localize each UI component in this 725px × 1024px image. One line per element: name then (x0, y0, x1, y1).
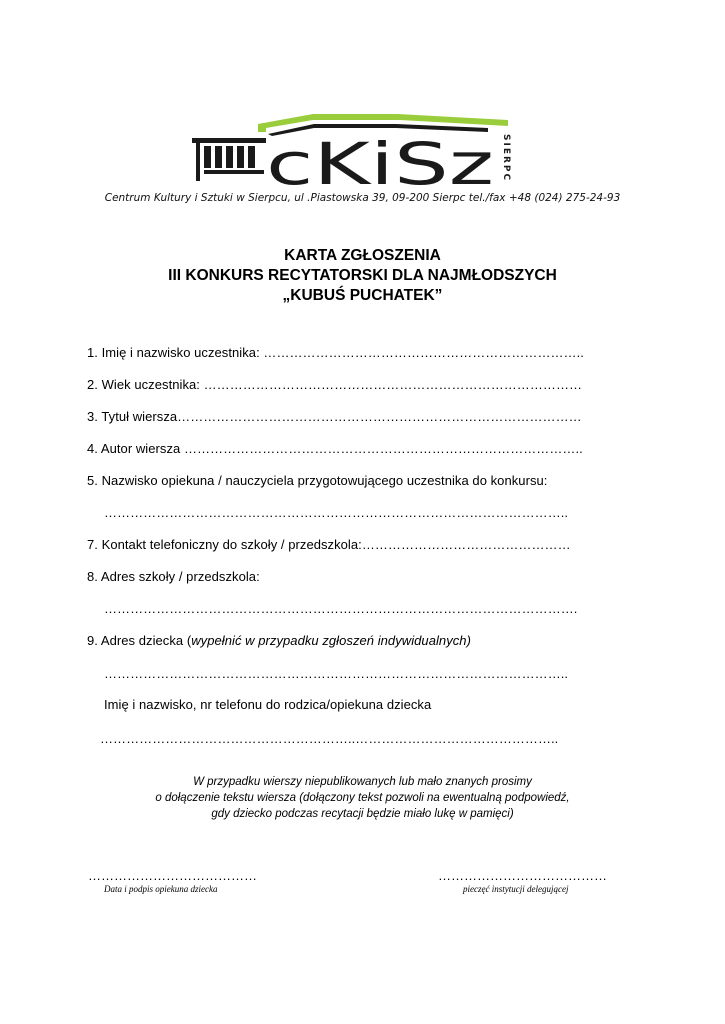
logo-wordmark: cKiSz (266, 130, 494, 192)
form-titles (0, 246, 725, 306)
logo-city: SIERPC (501, 134, 511, 183)
field-teacher-dots[interactable]: …………………………………………………………………………………………….. (104, 505, 569, 520)
title-line-3: „KUBUŚ PUCHATEK” (282, 287, 443, 304)
title-line-2: III KONKURS RECYTATORSKI DLA NAJMŁODSZYCH (168, 267, 557, 284)
signature-left-label: Data i podpis opiekuna dziecka (104, 884, 218, 894)
ckisz-logo (188, 112, 533, 192)
address-line: Centrum Kultury i Sztuki w Sierpcu, ul .Piastowska 39, 09-200 Sierpc tel./fax +48 (024) 275-24-93 (104, 192, 621, 204)
field-school-address-label: 8. Adres szkoły / przedszkola: (87, 569, 260, 584)
field-school-phone[interactable]: 7. Kontakt telefoniczny do szkoły / przedszkola:………………………………………… (87, 537, 571, 552)
note-line-2: o dołączenie tekstu wiersza (dołączony tekst pozwoli na ewentualną podpowiedź, (155, 792, 570, 804)
title-line-1: KARTA ZGŁOSZENIA (284, 247, 441, 264)
signature-left-dots[interactable]: ………………………………… (88, 868, 257, 883)
field-child-address-label (87, 633, 471, 648)
field-school-address-dots[interactable]: ………………………………………………………………………………………………. (104, 601, 578, 616)
field-poem-author[interactable]: 4. Autor wiersza ……………………………………………………………………………….. (87, 441, 583, 456)
field-parent-dots[interactable]: …………………………………………………..……………………………………….. (100, 731, 559, 746)
note-line-3: gdy dziecko podczas recytacji będzie miało lukę w pamięci) (211, 808, 514, 820)
field-parent-label: Imię i nazwisko, nr telefonu do rodzica/opiekuna dziecka (104, 697, 432, 712)
signature-right-dots[interactable]: ………………………………… (438, 868, 607, 883)
note-block (0, 774, 725, 822)
child-address-hint: wypełnić w przypadku zgłoszeń indywidualnych) (191, 633, 471, 648)
field-name[interactable]: 1. Imię i nazwisko uczestnika: ……………………………………………………………….. (87, 345, 584, 360)
field-child-address-dots[interactable]: …………………………………………………………………………………………….. (104, 666, 569, 681)
field-age[interactable]: 2. Wiek uczestnika: …………………………………………………………………………… (87, 377, 583, 392)
field-teacher-label: 5. Nazwisko opiekuna / nauczyciela przygotowującego uczestnika do konkursu: (87, 473, 548, 488)
note-line-1: W przypadku wierszy niepublikowanych lub mało znanych prosimy (193, 776, 532, 788)
signature-right-label: pieczęć instytucji delegującej (463, 884, 569, 894)
field-poem-title[interactable]: 3. Tytuł wiersza………………………………………………………………………………… (87, 409, 582, 424)
logo-building (192, 138, 266, 181)
child-address-prefix: 9. Adres dziecka ( (87, 633, 192, 648)
